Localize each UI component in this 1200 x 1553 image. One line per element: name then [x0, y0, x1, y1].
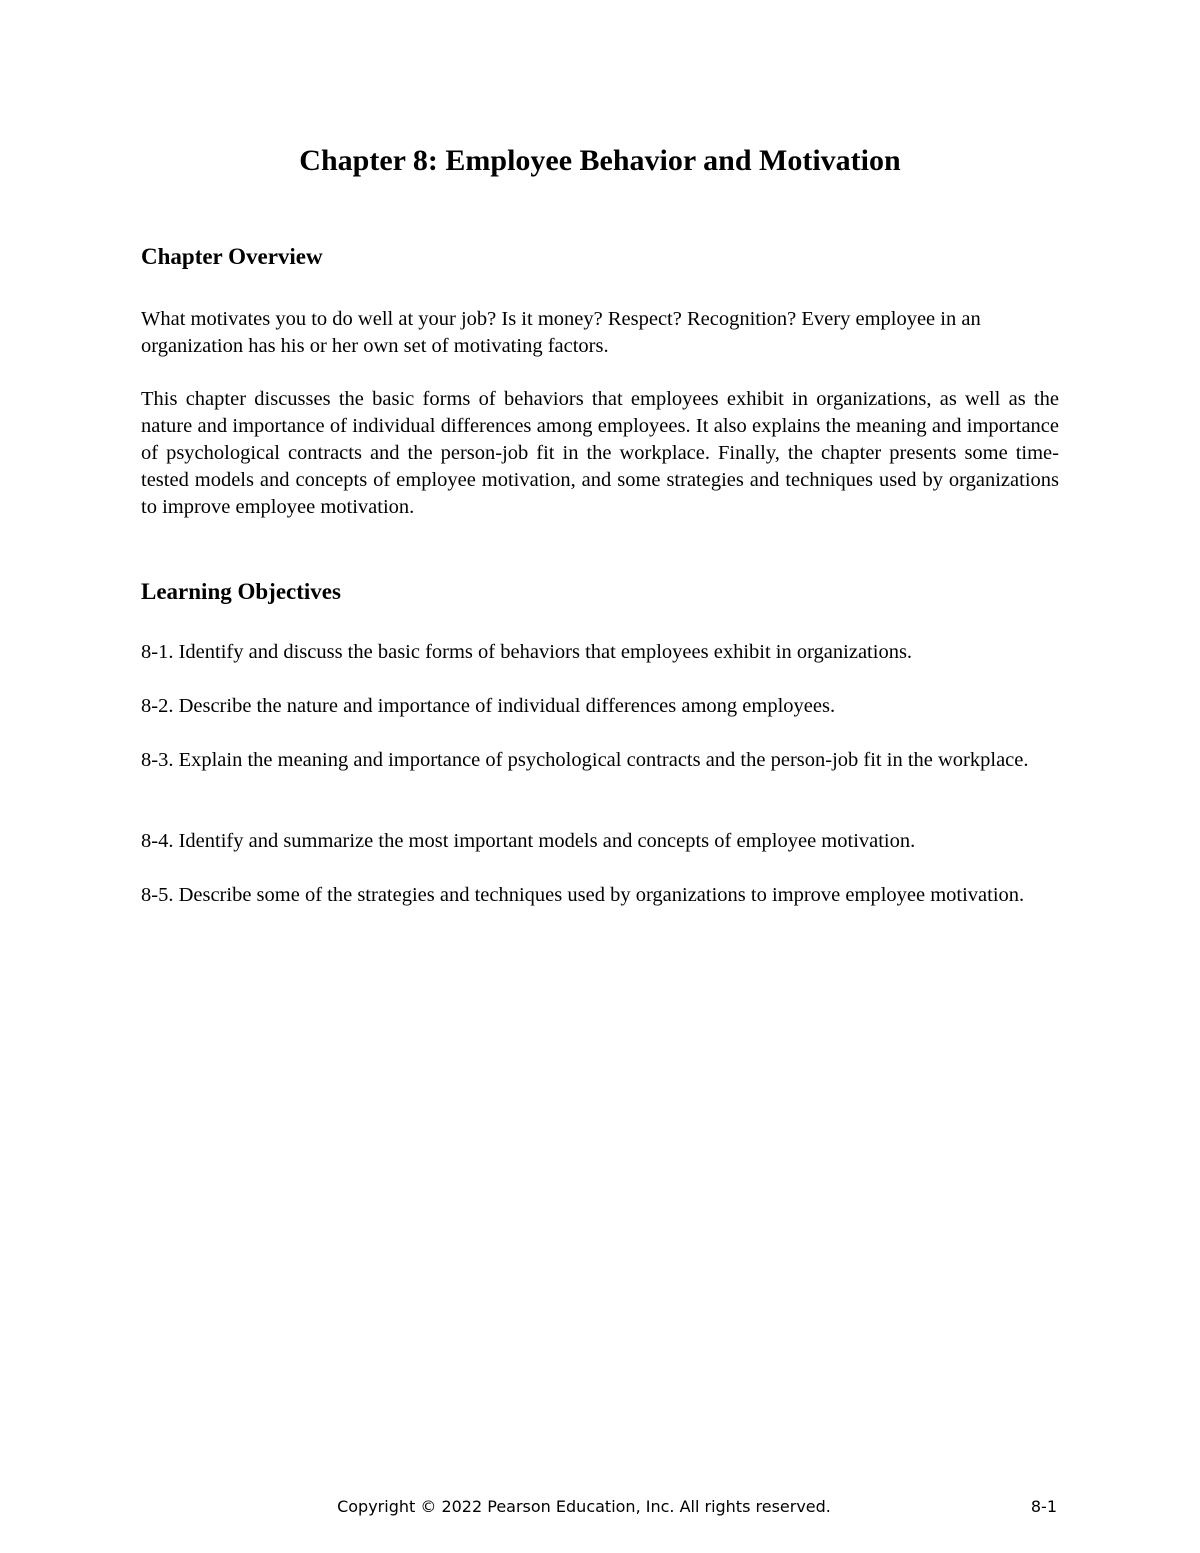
objective-text: 8-5. Describe some of the strategies and techniques used by organizations to improve employee motivation. — [141, 884, 1025, 906]
overview-paragraph-1: What motivates you to do well at your job? Is it money? Respect? Recognition? Every employee in an organization has his or her own set of motivating factors. — [141, 308, 981, 357]
objective-item-4 — [141, 828, 1059, 856]
objective-item-3 — [141, 747, 1059, 775]
overview-paragraph-2: This chapter discusses the basic forms of behaviors that employees exhibit in organizations, as well as the nature and importance of individual differences among employees. It also explains the meaning and importance of psychological contracts and the person-job fit in the workplace. Finally, the chapter presents some time-tested models and concepts of employee motivation, and some strategies and techniques used by organizations to improve employee motivation. — [141, 388, 1059, 518]
objective-item-1 — [141, 639, 1059, 667]
objective-text: 8-3. Explain the meaning and importance of psychological contracts and the person-job fit in the workplace. — [141, 749, 1029, 771]
objective-text: 8-2. Describe the nature and importance of individual differences among employees. — [141, 695, 836, 717]
page-number: 8-1 — [1030, 1497, 1057, 1516]
section-heading-overview: Chapter Overview — [141, 244, 323, 269]
objective-text: 8-4. Identify and summarize the most important models and concepts of employee motivation. — [141, 830, 916, 852]
objective-item-2 — [141, 693, 1059, 721]
objective-text: 8-1. Identify and discuss the basic forms of behaviors that employees exhibit in organizations. — [141, 641, 913, 663]
page-footer — [0, 1494, 1200, 1520]
section-heading-objectives: Learning Objectives — [141, 579, 341, 604]
page-title: Chapter 8: Employee Behavior and Motivation — [299, 144, 901, 177]
objective-item-5 — [141, 882, 1059, 910]
copyright-notice: Copyright © 2022 Pearson Education, Inc. All rights reserved. — [337, 1497, 831, 1516]
